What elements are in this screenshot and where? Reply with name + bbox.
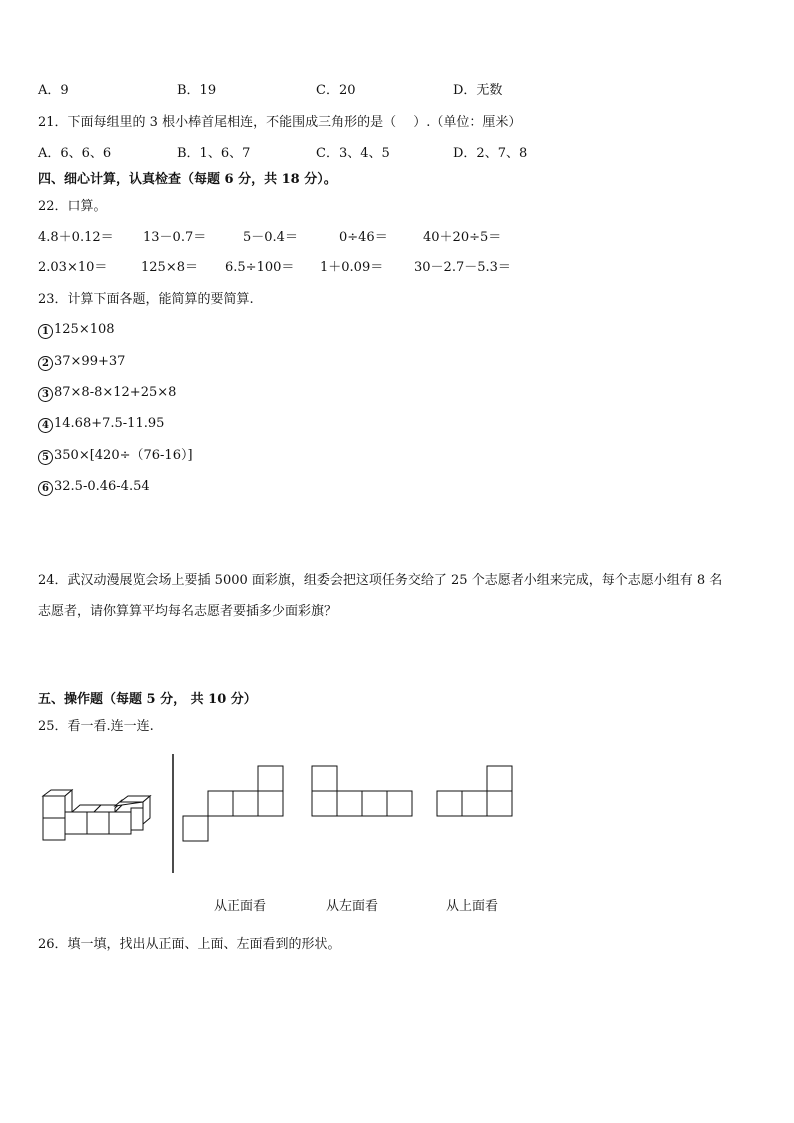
circled-number: 5 [38,450,53,465]
top-view-shape [437,766,512,816]
q23-expr: 32.5-0.46-4.54 [54,479,150,494]
cube-solid [43,790,150,840]
q22-row1-item: 0÷46＝ [339,230,388,245]
circled-number: 3 [38,387,53,402]
q24-line2: 志愿者，请你算算平均每名志愿者要插多少面彩旗？ [38,604,338,619]
q20-option-b[interactable]: B．19 [177,83,217,98]
q23-expr: 125×108 [54,322,115,337]
q22-row1-item: 13－0.7＝ [143,230,207,245]
q21-option-a[interactable]: A．6、6、6 [38,146,112,161]
q20-option-d[interactable]: D．无数 [453,83,503,98]
circled-number: 6 [38,481,53,496]
q22-row1-item: 40＋20÷5＝ [423,230,502,245]
q23-expr: 37×99+37 [54,354,126,369]
q25-stem: 25．看一看.连一连. [38,719,154,734]
q23-expr: 350×[420÷（76-16）] [54,448,193,463]
q23-expr: 87×8-8×12+25×8 [54,385,177,400]
caption-left-view: 从左面看 [326,899,379,914]
q23-expr: 14.68+7.5-11.95 [54,416,165,431]
q22-row2-item: 30－2.7－5.3＝ [414,260,511,275]
section5-heading: 五、操作题（每题 5 分， 共 10 分） [38,692,257,707]
q20-option-a[interactable]: A．9 [38,83,69,98]
q22-row2-item: 2.03×10＝ [38,260,108,275]
q22-row1-item: 4.8＋0.12＝ [38,230,114,245]
q22-row1-item: 5－0.4＝ [243,230,298,245]
q22-row2-item: 125×8＝ [141,260,198,275]
circled-number: 1 [38,324,53,339]
section4-heading: 四、细心计算，认真检查（每题 6 分，共 18 分）。 [38,172,337,187]
left-view-shape [312,766,412,816]
q20-option-c[interactable]: C．20 [316,83,356,98]
q24-line1: 24．武汉动漫展览会场上要插 5000 面彩旗，组委会把这项任务交给了 25 个志愿者小组来完成，每个志愿小组有 8 名 [38,573,723,588]
q22-row2-item: 6.5÷100＝ [225,260,295,275]
q22-row2-item: 1＋0.09＝ [320,260,384,275]
caption-top-view: 从上面看 [446,899,499,914]
circled-number: 4 [38,418,53,433]
circled-number: 2 [38,356,53,371]
q22-stem: 22．口算。 [38,199,107,214]
q21-option-d[interactable]: D．2、7、8 [453,146,528,161]
q21-option-c[interactable]: C．3、4、5 [316,146,390,161]
front-view-shape [183,766,283,841]
q21-stem: 21．下面每组里的 3 根小棒首尾相连，不能围成三角形的是（ ）.（单位：厘米） [38,115,522,130]
q23-stem: 23．计算下面各题，能简算的要简算. [38,292,254,307]
q21-option-b[interactable]: B．1、6、7 [177,146,251,161]
q26-stem: 26．填一填，找出从正面、上面、左面看到的形状。 [38,937,341,952]
caption-front-view: 从正面看 [214,899,267,914]
